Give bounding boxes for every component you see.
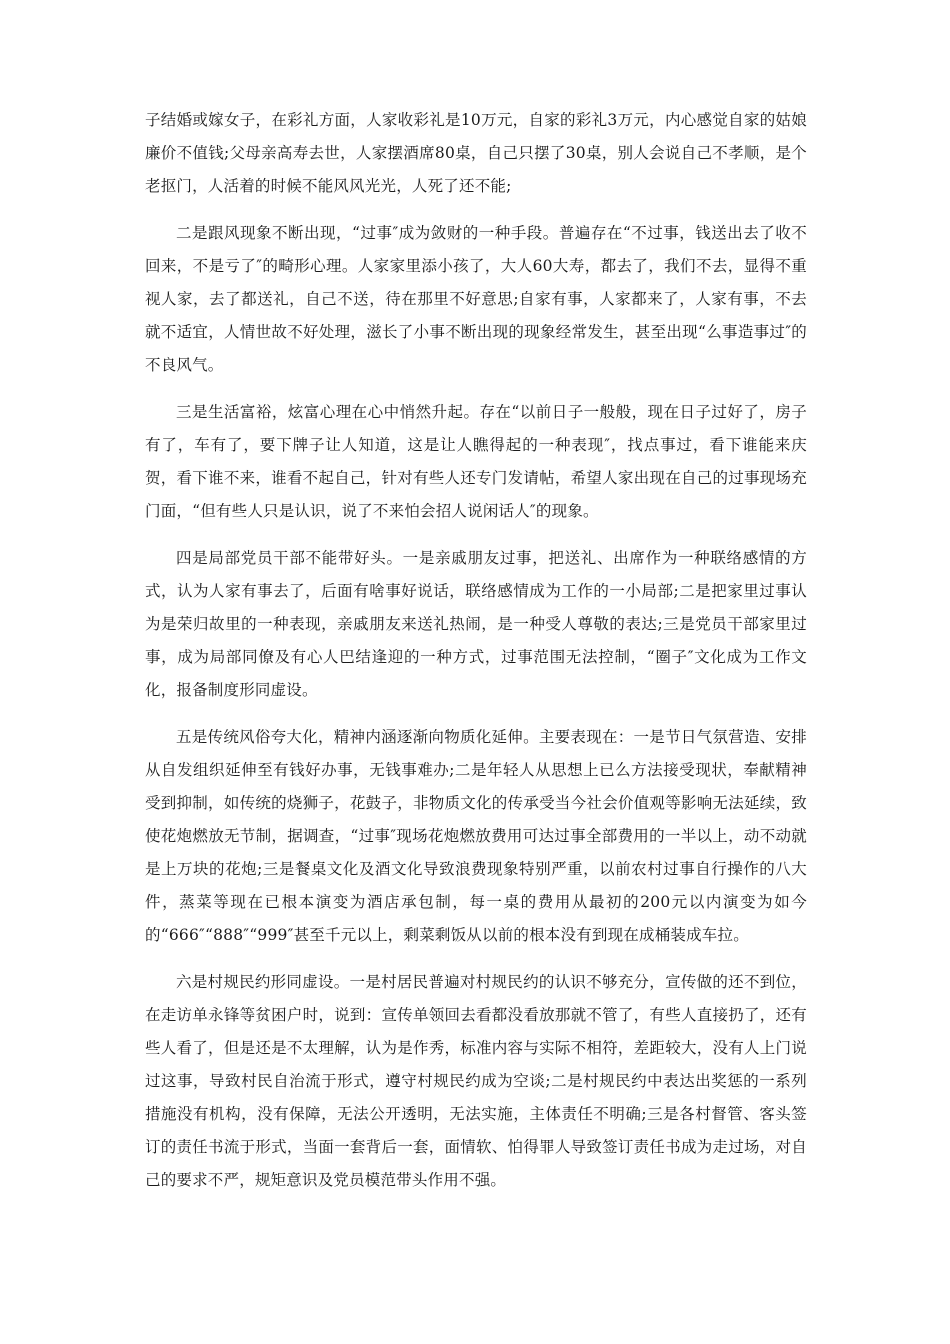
paragraph-point-five: 五是传统风俗夸大化，精神内涵逐渐向物质化延伸。主要表现在：一是节日气氛营造、安排从自发组织延伸至有钱好办事，无钱事难办;二是年轻人从思想上已么方法接受现状，奉献精神受到抑制，如传统的烧狮子，花鼓子，非物质文化的传承受当今社会价值观等影响无法延续，致使花炮燃放无节制，据调查，“过事″现场花炮燃放费用可达过事全部费用的一半以上，动不动就是上万块的花炮;三是餐桌文化及酒文化导致浪费现象特别严重，以前农村过事自行操作的八大件，蒸菜等现在已根本演变为酒店承包制，每一桌的费用从最初的200元以内演变为如今的“666″“888″“999″甚至千元以上，剩菜剩饭从以前的根本没有到现在成桶装成车拉。 xyxy=(145,728,807,944)
paragraph-continuation: 子结婚或嫁女子，在彩礼方面，人家收彩礼是10万元，自家的彩礼3万元，内心感觉自家的姑娘廉价不值钱;父母亲高寿去世，人家摆酒席80桌，自己只摆了30桌，别人会说自己不孝顺，是个老抠门，人活着的时候不能风风光光，人死了还不能; xyxy=(145,111,807,195)
paragraph-point-six: 六是村规民约形同虚设。一是村居民普遍对村规民约的认识不够充分，宣传做的还不到位，在走访单永锋等贫困户时，说到：宣传单领回去看都没看放那就不管了，有些人直接扔了，还有些人看了，但是还是不太理解，认为是作秀，标准内容与实际不相符，差距较大，没有人上门说过这事，导致村民自治流于形式，遵守村规民约成为空谈;二是村规民约中表达出奖惩的一系列措施没有机构，没有保障，无法公开透明，无法实施，主体责任不明确;三是各村督管、客头签订的责任书流于形式，当面一套背后一套，面情软、怕得罪人导致签订责任书成为走过场，对自己的要求不严，规矩意识及党员模范带头作用不强。 xyxy=(145,973,807,1189)
paragraph-point-two: 二是跟风现象不断出现，“过事″成为敛财的一种手段。普遍存在“不过事，钱送出去了收不回来，不是亏了″的畸形心理。人家家里添小孩了，大人60大寿，都去了，我们不去，显得不重视人家，去了都送礼，自己不送，待在那里不好意思;自家有事，人家都来了，人家有事，不去就不适宜，人情世故不好处理，滋长了小事不断出现的现象经常发生，甚至出现“么事造事过″的不良风气。 xyxy=(145,224,807,374)
paragraph-point-three: 三是生活富裕，炫富心理在心中悄然升起。存在“以前日子一般般，现在日子过好了，房子有了，车有了，要下牌子让人知道，这是让人瞧得起的一种表现″，找点事过，看下谁能来庆贺，看下谁不来，谁看不起自己，针对有些人还专门发请帖，希望人家出现在自己的过事现场充门面，“但有些人只是认识，说了不来怕会招人说闲话人″的现象。 xyxy=(145,403,807,520)
document-body xyxy=(145,104,807,1211)
paragraph-point-four: 四是局部党员干部不能带好头。一是亲戚朋友过事，把送礼、出席作为一种联络感情的方式，认为人家有事去了，后面有啥事好说话，联络感情成为工作的一小局部;二是把家里过事认为是荣归故里的一种表现，亲戚朋友来送礼热闹，是一种受人尊敬的表达;三是党员干部家里过事，成为局部同僚及有心人巴结逢迎的一种方式，过事范围无法控制，“圈子″文化成为工作文化，报备制度形同虚设。 xyxy=(145,549,807,699)
